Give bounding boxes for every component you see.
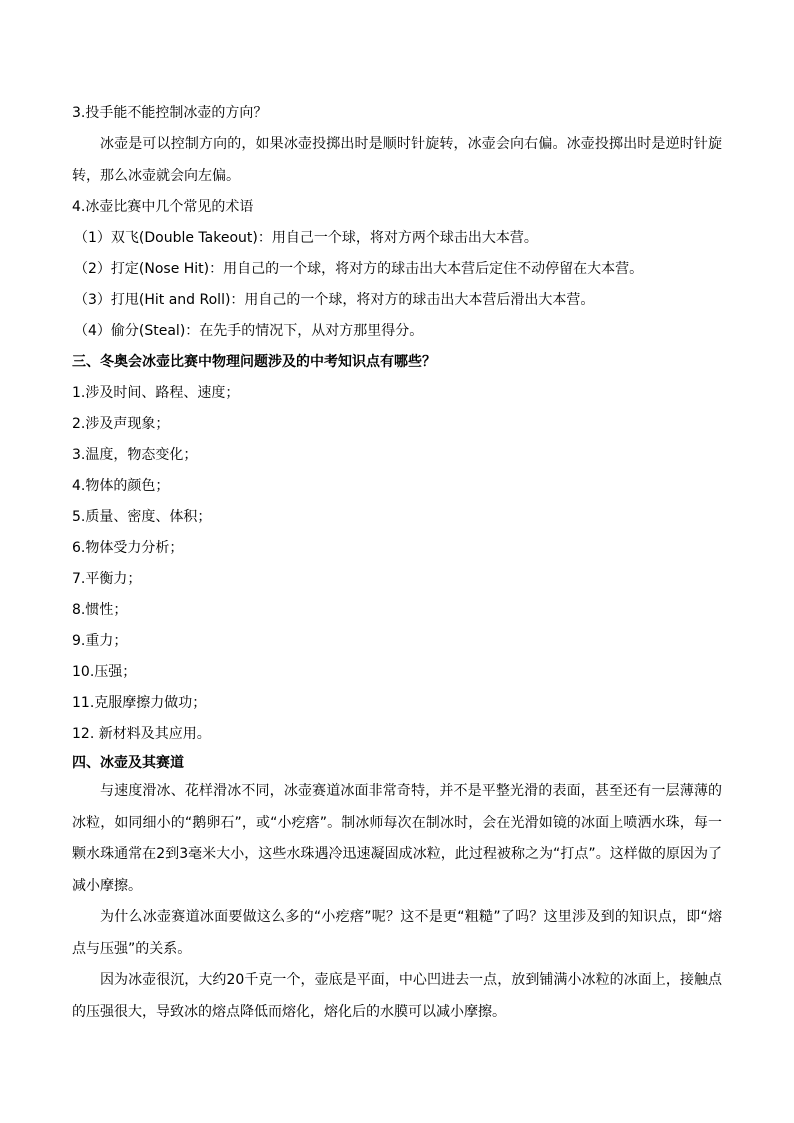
knowledge-point-item: 7.平衡力； xyxy=(72,571,142,587)
term-item: （2）打定(Nose Hit)：用自己的一个球，将对方的球击出大本营后定住不动停留在大本营。 xyxy=(74,261,644,277)
knowledge-point-item: 10.压强； xyxy=(72,664,137,680)
section-three-heading: 三、冬奥会冰壶比赛中物理问题涉及的中考知识点有哪些？ xyxy=(72,354,436,370)
knowledge-point-item: 12. 新材料及其应用。 xyxy=(72,726,211,742)
term-item: （1）双飞(Double Takeout)：用自己一个球，将对方两个球击出大本营。 xyxy=(74,230,538,246)
section-four-paragraph: 为什么冰壶赛道冰面要做这么多的“小疙瘩”呢？这不是更“粗糙”了吗？这里涉及到的知识点，即“熔点与压强”的关系。 xyxy=(72,909,722,957)
section-four-paragraph: 与速度滑冰、花样滑冰不同，冰壶赛道冰面非常奇特，并不是平整光滑的表面，甚至还有一层薄薄的冰粒，如同细小的“鹅卵石”，或“小疙瘩”。制冰师每次在制冰时，会在光滑如镜的冰面上喷洒水珠，每一颗水珠通常在2到3毫米大小，这些水珠遇冷迅速凝固成冰粒，此过程被称之为“打点”。这样做的原因为了减小摩擦。 xyxy=(72,783,722,894)
knowledge-point-item: 11.克服摩擦力做功； xyxy=(72,695,207,711)
knowledge-point-item: 1.涉及时间、路程、速度； xyxy=(72,385,240,401)
term-item: （4）偷分(Steal)：在先手的情况下，从对方那里得分。 xyxy=(74,323,424,339)
knowledge-point-item: 9.重力； xyxy=(72,633,128,649)
knowledge-point-item: 8.惯性； xyxy=(72,602,128,618)
section-four-heading: 四、冰壶及其赛道 xyxy=(72,755,184,771)
question-3-title: 3.投手能不能控制冰壶的方向？ xyxy=(72,105,268,121)
knowledge-point-item: 6.物体受力分析； xyxy=(72,540,184,556)
question-3-answer: 冰壶是可以控制方向的，如果冰壶投掷出时是顺时针旋转，冰壶会向右偏。冰壶投掷出时是逆时针旋转，那么冰壶就会向左偏。 xyxy=(72,136,722,184)
knowledge-point-item: 5.质量、密度、体积； xyxy=(72,509,212,525)
document-content xyxy=(72,98,722,1028)
section-four-paragraph: 因为冰壶很沉，大约20千克一个，壶底是平面，中心凹进去一点，放到铺满小冰粒的冰面上，接触点的压强很大，导致冰的熔点降低而熔化，熔化后的水膜可以减小摩擦。 xyxy=(72,972,722,1020)
knowledge-point-item: 3.温度，物态变化； xyxy=(72,447,198,463)
question-4-title: 4.冰壶比赛中几个常见的术语 xyxy=(72,199,254,215)
knowledge-point-item: 2.涉及声现象； xyxy=(72,416,170,432)
knowledge-point-item: 4.物体的颜色； xyxy=(72,478,170,494)
term-item: （3）打甩(Hit and Roll)：用自己的一个球，将对方的球击出大本营后滑出大本营。 xyxy=(74,292,595,308)
